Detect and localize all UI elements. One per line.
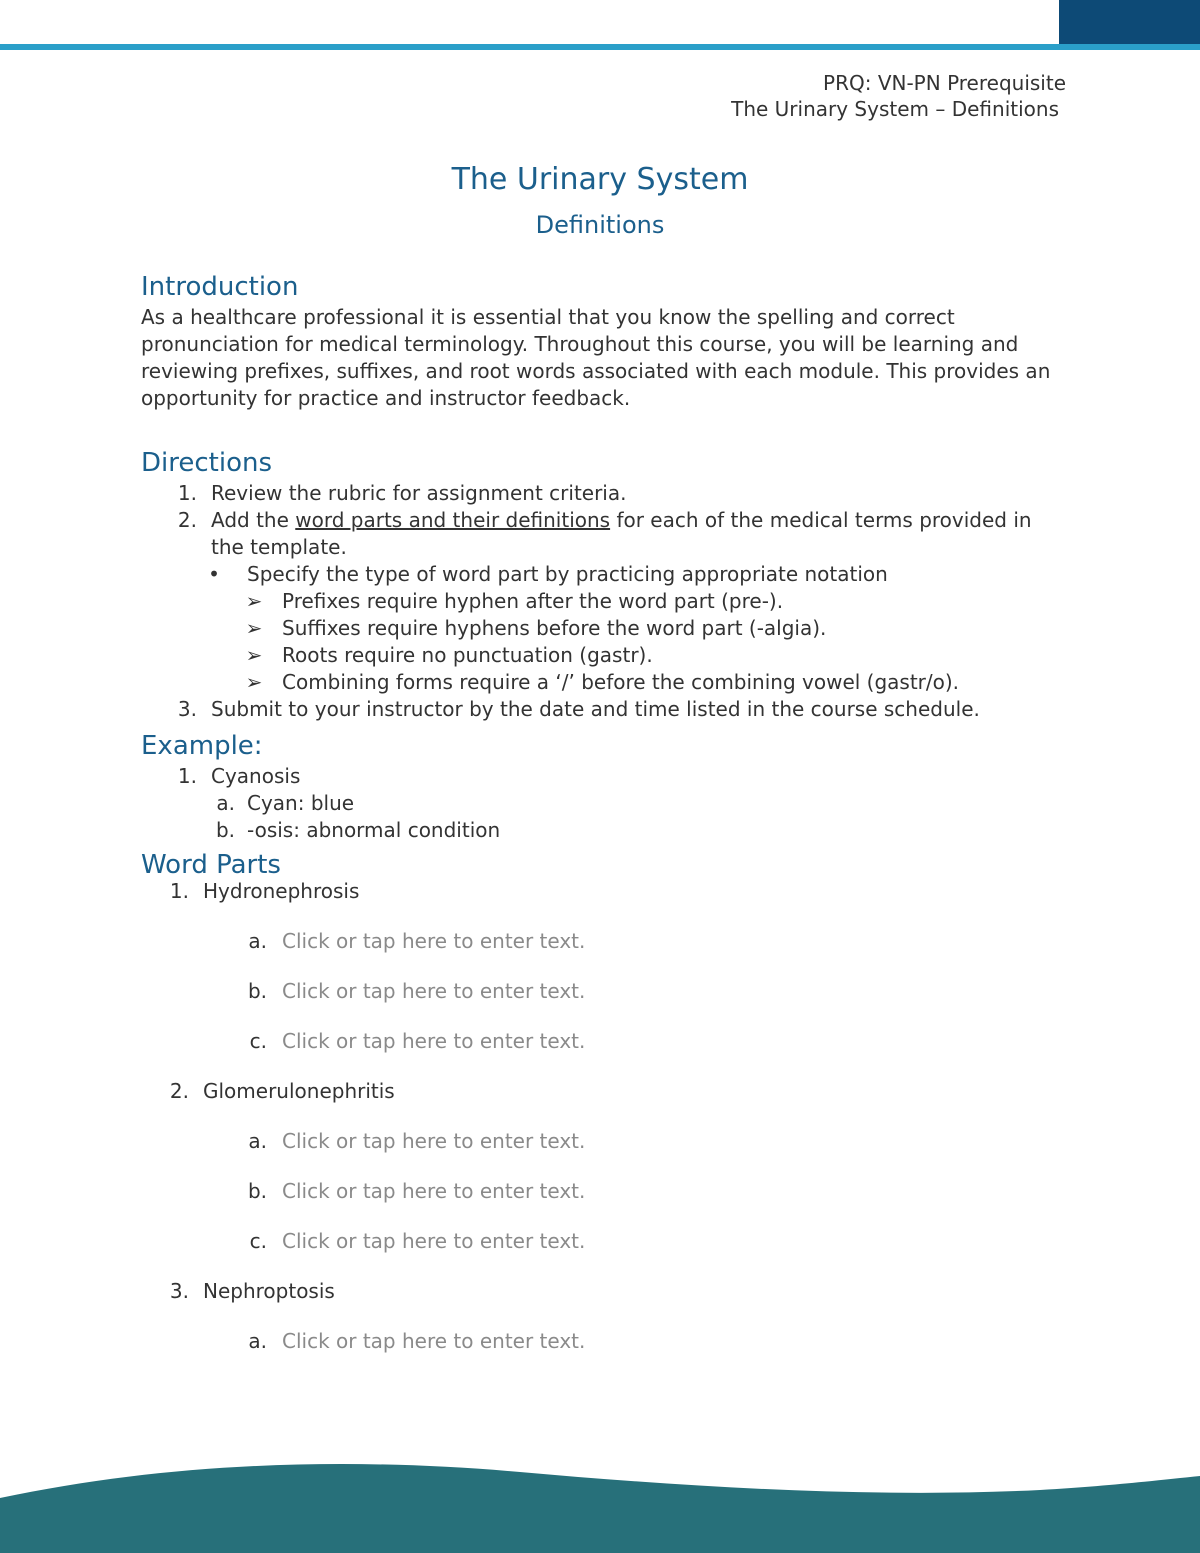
header-topic-line: The Urinary System – Definitions — [731, 97, 1059, 121]
list-letter: b. — [247, 1179, 267, 1203]
example-part-text: -osis: abnormal condition — [247, 818, 501, 842]
directions-item — [141, 696, 1061, 723]
word-parts-term — [141, 878, 1061, 905]
intro-heading: Introduction — [141, 272, 299, 302]
directions-item-text-start: Add the — [211, 508, 296, 532]
list-number: 1. — [169, 879, 189, 903]
intro-paragraph: As a healthcare professional it is essential that you know the spelling and correct pronunciation for medical terminology. Throughout this course, you will be learning and reviewing prefixes, suffixes, and root words associated with each module. This provides an opportunity for practice and instructor feedback. — [141, 305, 1051, 410]
directions-item-text: Submit to your instructor by the date and time listed in the course schedule. — [211, 697, 980, 721]
word-parts-term-text: Nephroptosis — [203, 1279, 335, 1303]
list-letter: a. — [248, 1329, 267, 1353]
footer-wave — [0, 1450, 1200, 1553]
directions-heading: Directions — [141, 448, 273, 478]
notation-rule-text: Suffixes require hyphens before the word part (-algia). — [282, 616, 827, 640]
example-term — [141, 763, 1061, 790]
list-number: 3. — [169, 1279, 189, 1303]
header-corner-block — [1059, 0, 1200, 44]
document-body — [141, 270, 1061, 1355]
example-part — [141, 817, 1061, 844]
answer-field[interactable] — [141, 1178, 1061, 1205]
page-subtitle: Definitions — [535, 211, 665, 239]
notation-rule-text: Roots require no punctuation (gastr). — [282, 643, 653, 667]
list-letter: a. — [216, 791, 235, 815]
word-parts-term — [141, 1278, 1061, 1305]
answer-field[interactable] — [141, 1328, 1061, 1355]
list-number: 2. — [177, 508, 197, 532]
example-term-text: Cyanosis — [211, 764, 301, 788]
arrow-bullet-icon: ➢ — [245, 589, 263, 613]
directions-item-text-end: for each of the medical terms provided in the template. — [211, 508, 1032, 559]
notation-rule-text: Prefixes require hyphen after the word part (pre-). — [282, 589, 784, 613]
example-part — [141, 790, 1061, 817]
page-title: The Urinary System — [451, 162, 749, 197]
list-number: 1. — [177, 764, 197, 788]
notation-rule — [141, 615, 1061, 642]
answer-placeholder[interactable]: Click or tap here to enter text. — [282, 979, 586, 1003]
example-part-text: Cyan: blue — [247, 791, 355, 815]
answer-field[interactable] — [141, 928, 1061, 955]
answer-placeholder[interactable]: Click or tap here to enter text. — [282, 1179, 586, 1203]
list-number: 1. — [177, 481, 197, 505]
arrow-bullet-icon: ➢ — [245, 616, 263, 640]
directions-item — [141, 480, 1061, 507]
list-number: 2. — [169, 1079, 189, 1103]
header-course-line: PRQ: VN-PN Prerequisite — [823, 71, 1066, 95]
answer-placeholder[interactable]: Click or tap here to enter text. — [282, 929, 586, 953]
arrow-bullet-icon: ➢ — [245, 643, 263, 667]
answer-placeholder[interactable]: Click or tap here to enter text. — [282, 1229, 586, 1253]
list-number: 3. — [177, 697, 197, 721]
list-letter: a. — [248, 929, 267, 953]
answer-placeholder[interactable]: Click or tap here to enter text. — [282, 1129, 586, 1153]
list-letter: b. — [215, 818, 235, 842]
arrow-bullet-icon: ➢ — [245, 670, 263, 694]
list-letter: c. — [249, 1229, 267, 1253]
directions-bullet — [141, 561, 1061, 588]
directions-item-text: Review the rubric for assignment criteria. — [211, 481, 627, 505]
word-parts-heading: Word Parts — [141, 850, 281, 880]
answer-field[interactable] — [141, 1028, 1061, 1055]
word-parts-link[interactable]: word parts and their definitions — [295, 508, 611, 532]
bullet-icon: • — [208, 562, 220, 586]
list-letter: a. — [248, 1129, 267, 1153]
list-letter: b. — [247, 979, 267, 1003]
directions-item-text — [141, 507, 1061, 561]
answer-placeholder[interactable]: Click or tap here to enter text. — [282, 1329, 586, 1353]
notation-rule — [141, 669, 1061, 696]
directions-bullet-text: Specify the type of word part by practicing appropriate notation — [247, 562, 888, 586]
answer-field[interactable] — [141, 978, 1061, 1005]
notation-rule — [141, 642, 1061, 669]
word-parts-term — [141, 1078, 1061, 1105]
answer-field[interactable] — [141, 1128, 1061, 1155]
answer-placeholder[interactable]: Click or tap here to enter text. — [282, 1029, 586, 1053]
header-accent-bar — [0, 44, 1200, 50]
answer-field[interactable] — [141, 1228, 1061, 1255]
directions-item — [141, 507, 1061, 561]
word-parts-term-text: Glomerulonephritis — [203, 1079, 395, 1103]
document-header — [731, 70, 1066, 122]
example-heading: Example: — [141, 731, 263, 761]
list-letter: c. — [249, 1029, 267, 1053]
notation-rule — [141, 588, 1061, 615]
word-parts-term-text: Hydronephrosis — [203, 879, 360, 903]
notation-rule-text: Combining forms require a ‘/’ before the combining vowel (gastr/o). — [282, 670, 960, 694]
